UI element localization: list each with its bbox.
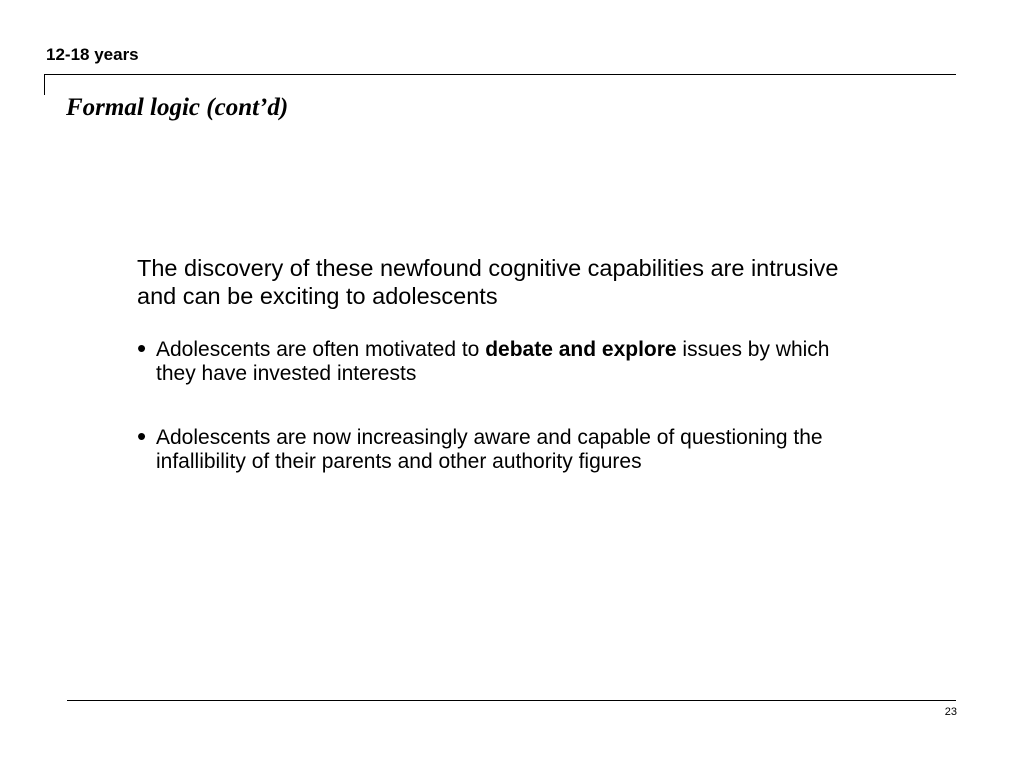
bullet-item-debate bbox=[137, 333, 857, 386]
bullet-text-start: Adolescents are often motivated to bbox=[156, 338, 486, 361]
slide-body bbox=[137, 254, 857, 474]
footer-divider bbox=[67, 700, 956, 701]
bullet-dot-icon: • bbox=[137, 421, 147, 451]
header-divider bbox=[44, 74, 956, 75]
slide-title: Formal logic (cont’d) bbox=[66, 94, 289, 121]
bullet-item-authority bbox=[137, 421, 857, 474]
bullet-dot-icon: • bbox=[137, 333, 147, 363]
bullet-text-end: issues by which they have invested interests bbox=[156, 338, 830, 385]
bullet-list bbox=[137, 333, 857, 474]
page-number: 23 bbox=[944, 706, 957, 718]
bullet-text: Adolescents are now increasingly aware and capable of questioning the infallibility of their parents and other authority figures bbox=[156, 426, 823, 473]
intro-paragraph: The discovery of these newfound cognitive capabilities are intrusive and can be exciting to adolescents bbox=[137, 255, 839, 309]
bullet-emphasis: debate and explore bbox=[485, 338, 677, 361]
header-divider-tick bbox=[44, 74, 45, 95]
section-label: 12-18 years bbox=[46, 45, 139, 64]
